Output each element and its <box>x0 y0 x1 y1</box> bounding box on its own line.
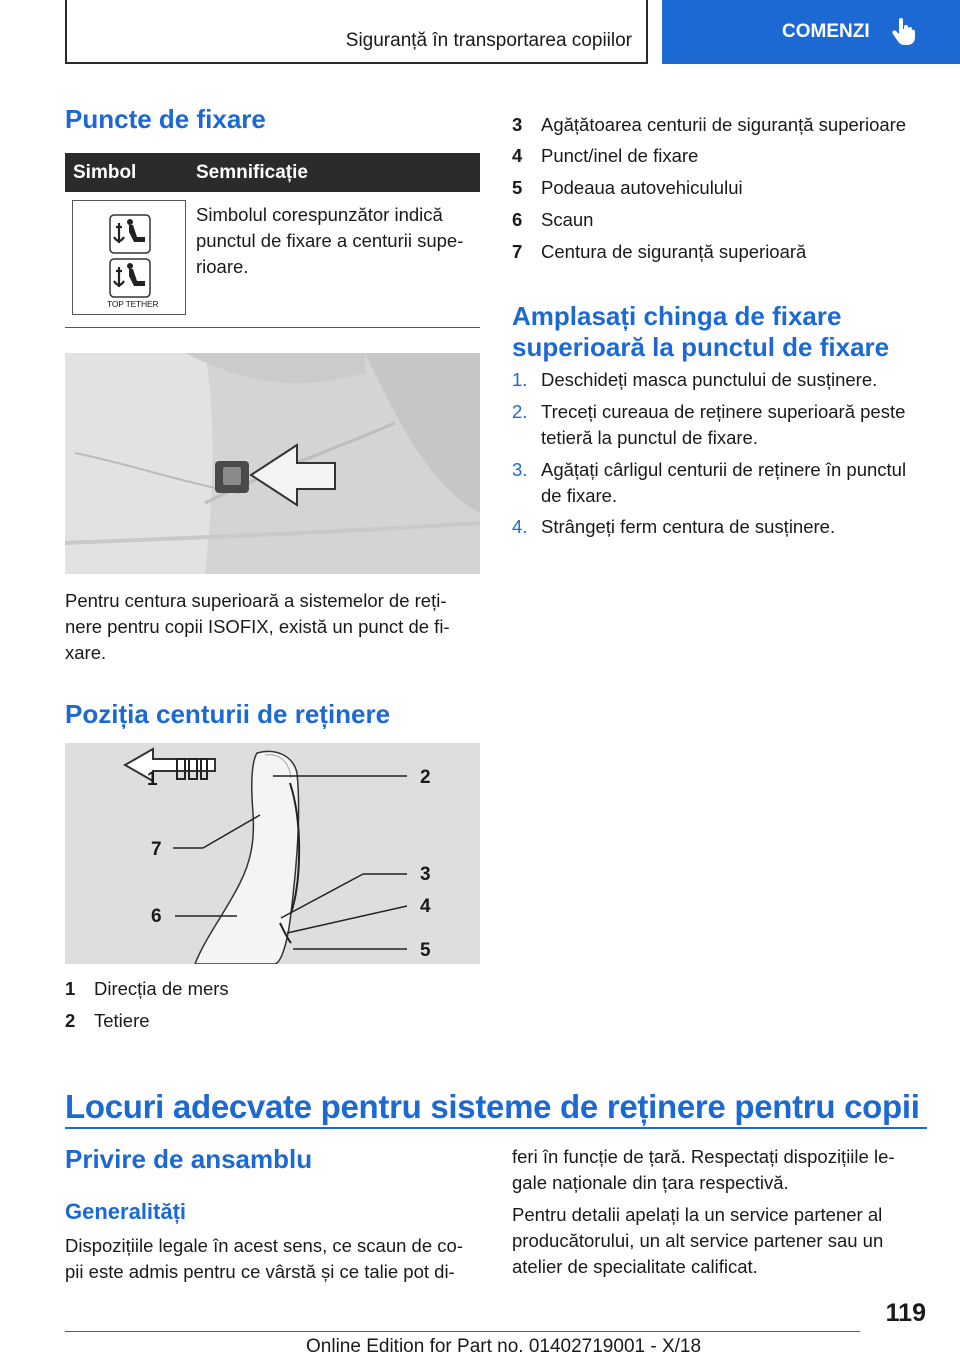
list-text: Tetiere <box>94 1010 150 1031</box>
text-line: Dispozițiile legale în acest sens, ce scaun de co- <box>65 1235 463 1256</box>
text-line: Strângeți ferm centura de susținere. <box>541 516 836 537</box>
text-line: Pentru detalii apelați la un service partener al <box>512 1204 883 1225</box>
section-title-belt-position: Poziția centurii de reținere <box>65 699 391 729</box>
step-text <box>541 514 835 540</box>
controls-tab-label: COMENZI <box>782 21 870 42</box>
title-underline <box>65 1127 927 1129</box>
list-number: 4 <box>512 145 523 166</box>
subsubsection-title-general: Generalități <box>65 1199 187 1224</box>
step-text <box>541 457 931 509</box>
service-paragraph <box>512 1202 932 1280</box>
footer-rule <box>65 1331 860 1332</box>
text-line: Agățați cârligul centurii de reținere în punctul <box>541 459 907 480</box>
child-seat-anchor-icon <box>73 201 185 314</box>
step-number: 2. <box>512 401 528 422</box>
text-line: gale naționale din țara respectivă. <box>512 1172 789 1193</box>
list-number: 5 <box>512 177 523 198</box>
list-text: Podeaua autovehiculului <box>541 177 743 198</box>
list-text: Agățătoarea centurii de siguranță superioare <box>541 114 907 135</box>
text-line: producătorului, un alt service partener sau un <box>512 1230 884 1251</box>
text-line: xare. <box>65 642 107 663</box>
symbol-cell <box>72 200 186 315</box>
photo-caption <box>65 588 485 666</box>
top-tether-label: TOP TETHER <box>107 299 159 309</box>
text-line: tetieră la punctul de fixare. <box>541 427 758 448</box>
chapter-title: Siguranță în transportarea copiilor <box>345 30 632 51</box>
general-paragraph-part2 <box>512 1144 932 1196</box>
text-line: pii este admis pentru ce vârstă și ce talie pot di- <box>65 1261 455 1282</box>
table-meaning-text <box>196 202 486 280</box>
list-text: Direcția de mers <box>94 978 229 999</box>
callout-4: 4 <box>420 896 431 917</box>
list-text: Centura de siguranță superioară <box>541 241 807 262</box>
controls-tab-button[interactable] <box>662 0 960 64</box>
table-col-symbol: Simbol <box>73 162 137 183</box>
general-paragraph-part1 <box>65 1233 485 1285</box>
step-number: 4. <box>512 516 528 537</box>
list-number: 7 <box>512 241 523 262</box>
list-number: 1 <box>65 978 76 999</box>
subsection-title-overview: Privire de ansamblu <box>65 1144 313 1174</box>
table-header <box>65 153 480 192</box>
table-col-meaning: Semnificație <box>196 162 308 183</box>
callout-1: 1 <box>147 769 158 790</box>
page-number: 119 <box>885 1299 926 1327</box>
step-number: 3. <box>512 459 528 480</box>
section-title-place-tether <box>512 301 932 363</box>
list-number: 6 <box>512 209 523 230</box>
list-text: Scaun <box>541 209 594 230</box>
text-line: nere pentru copii ISOFIX, există un punct de fi- <box>65 616 450 637</box>
text-line: de fixare. <box>541 485 618 506</box>
text-line: Pentru centura superioară a sistemelor de reți- <box>65 590 447 611</box>
list-number: 3 <box>512 114 523 135</box>
callout-6: 6 <box>151 906 162 927</box>
step-text <box>541 399 931 451</box>
title-line: Amplasați chinga de fixare <box>512 301 842 331</box>
header-frame <box>65 0 648 64</box>
list-number: 2 <box>65 1010 76 1031</box>
step-number: 1. <box>512 369 528 390</box>
title-line: superioară la punctul de fixare <box>512 332 890 362</box>
callout-5: 5 <box>420 940 431 961</box>
callout-3: 3 <box>420 864 431 885</box>
step-text <box>541 367 877 393</box>
edition-footer: Online Edition for Part no. 01402719001 - X/18 <box>306 1336 702 1357</box>
anchor-point-photo <box>65 353 480 574</box>
text-line: punctul de fixare a centurii supe- <box>196 230 464 251</box>
text-line: rioare. <box>196 256 249 277</box>
main-section-title: Locuri adecvate pentru sisteme de reținere pentru copii <box>65 1088 920 1125</box>
text-line: atelier de specialitate calificat. <box>512 1256 758 1277</box>
list-text: Punct/inel de fixare <box>541 145 699 166</box>
belt-position-diagram <box>65 743 480 964</box>
text-line: Treceți cureaua de reținere superioară peste <box>541 401 906 422</box>
hand-pointer-icon <box>892 18 916 46</box>
table-bottom-rule <box>65 327 480 328</box>
section-title-anchor-points: Puncte de fixare <box>65 104 266 134</box>
text-line: feri în funcție de țară. Respectați dispozițiile le- <box>512 1146 895 1167</box>
callout-2: 2 <box>420 767 431 788</box>
text-line: Deschideți masca punctului de susținere. <box>541 369 878 390</box>
callout-7: 7 <box>151 839 162 860</box>
text-line: Simbolul corespunzător indică <box>196 204 443 225</box>
